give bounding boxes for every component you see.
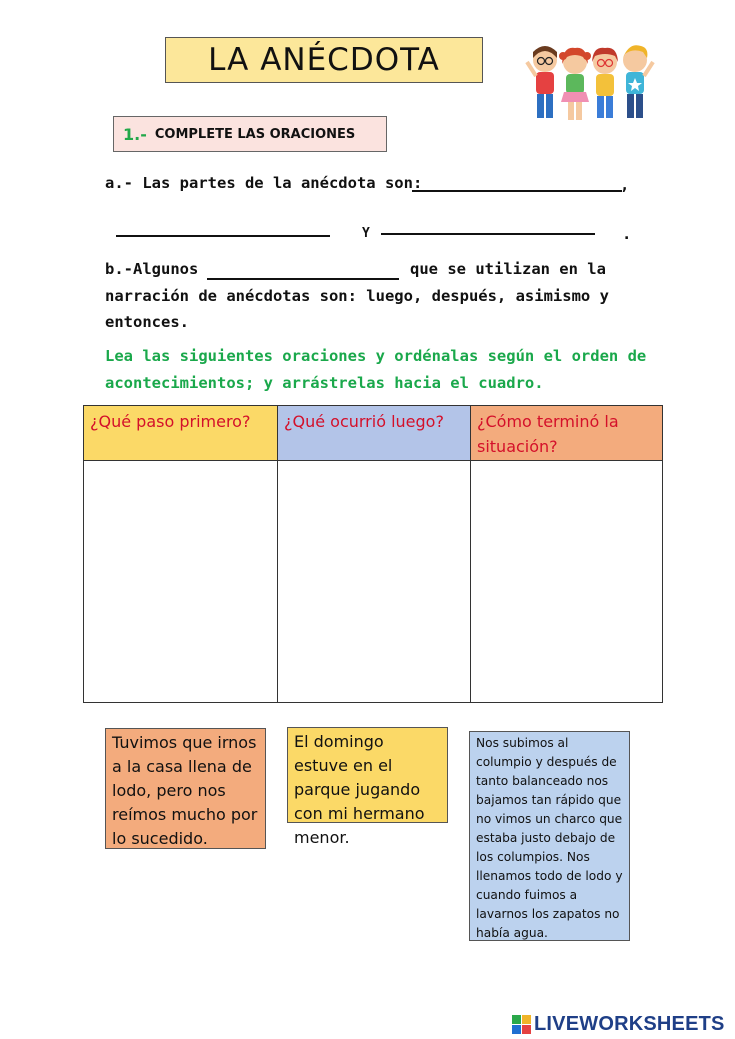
instruction-line-2: acontecimientos; y arrástrelas hacia el cuadro. bbox=[105, 374, 544, 392]
drop-zone-then[interactable] bbox=[278, 461, 471, 702]
sentence-a-period: . bbox=[622, 225, 632, 243]
liveworksheets-logo bbox=[512, 1012, 725, 1036]
section-number: 1.- bbox=[123, 124, 147, 144]
column-header-then: ¿Qué ocurrió luego? bbox=[278, 406, 471, 461]
child-figure bbox=[592, 48, 618, 118]
answer-blank-1[interactable] bbox=[412, 190, 622, 192]
child-figure bbox=[623, 45, 653, 118]
section-header bbox=[113, 116, 387, 152]
logo-icon bbox=[512, 1015, 531, 1034]
answer-blank-3[interactable] bbox=[381, 233, 595, 235]
child-figure bbox=[527, 46, 557, 118]
sentence-a-connector: Y bbox=[362, 226, 370, 241]
sequence-table bbox=[83, 405, 663, 703]
sentence-b-line2: narración de anécdotas son: luego, después, asimismo y bbox=[105, 287, 609, 305]
instruction-line-1: Lea las siguientes oraciones y ordénalas según el orden de bbox=[105, 347, 647, 365]
section-label: COMPLETE LAS ORACIONES bbox=[154, 126, 356, 142]
sentence-b-prefix: b.-Algunos bbox=[105, 260, 199, 278]
draggable-card-ending[interactable]: Tuvimos que irnos a la casa llena de lodo, pero nos reímos mucho por lo sucedido. bbox=[105, 728, 266, 849]
child-figure bbox=[559, 48, 591, 120]
draggable-card-middle[interactable]: Nos subimos al columpio y después de tanto balanceado nos bajamos tan rápido que no vimos un charco que estaba justo debajo de los columpios. Nos llenamos todo de lodo y cuando fuimos a lavarnos los zapatos no había agua. bbox=[469, 731, 630, 941]
sentence-b-suffix: que se utilizan en la bbox=[410, 260, 606, 278]
sentence-a-prefix: a.- Las partes de la anécdota son: bbox=[105, 174, 423, 192]
sentence-a-comma: , bbox=[620, 176, 630, 194]
answer-blank-2[interactable] bbox=[116, 235, 330, 237]
drop-zone-first[interactable] bbox=[84, 461, 278, 702]
answer-blank-4[interactable] bbox=[207, 278, 399, 280]
children-illustration bbox=[525, 40, 657, 128]
logo-text: LIVEWORKSHEETS bbox=[534, 1012, 725, 1035]
draggable-card-beginning[interactable]: El domingo estuve en el parque jugando con mi hermano menor. bbox=[287, 727, 448, 823]
drop-zone-end[interactable] bbox=[471, 461, 662, 702]
sentence-b-line3: entonces. bbox=[105, 313, 189, 331]
column-header-end: ¿Cómo terminó la situación? bbox=[471, 406, 662, 461]
column-header-first: ¿Qué paso primero? bbox=[84, 406, 278, 461]
page-title: LA ANÉCDOTA bbox=[165, 37, 483, 83]
